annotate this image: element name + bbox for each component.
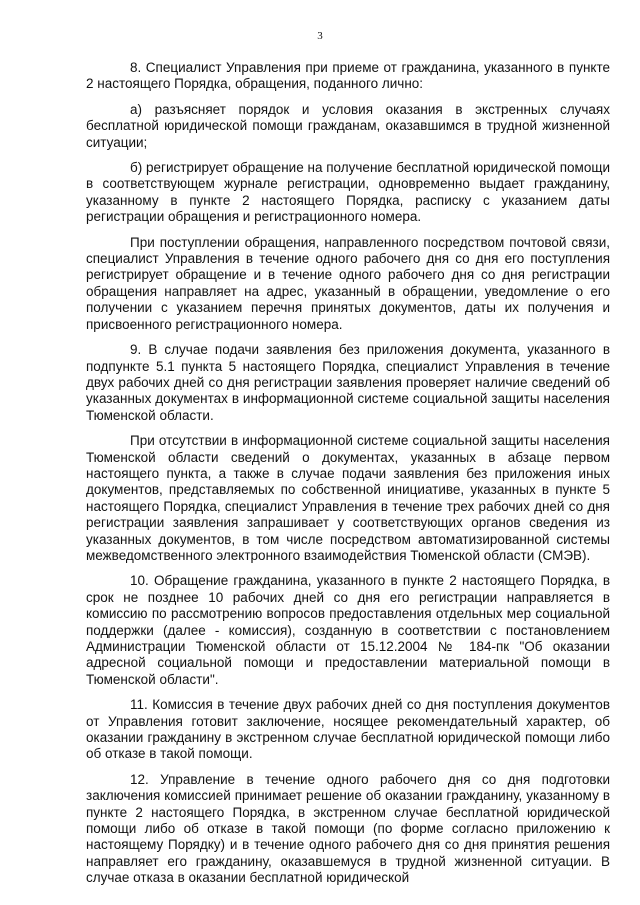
page-number: 3: [317, 30, 323, 42]
paragraph-9-absence: При отсутствии в информационной системе социальной защиты населения Тюменской области сведений о документах, указанных в абзаце первом настоящего пункта, а также в случае подачи заявления без приложения иных документов, представляемых по собственной инициативе, указанных в пункте 5 настоящего Порядка, специалист Управления в течение трех рабочих дней со дня регистрации заявления запрашивает у соответствующих органов сведения из указанных документов, в том числе посредством автоматизированной системы межведомственного электронного взаимодействия Тюменской области (СМЭВ).: [86, 433, 610, 563]
document-body: [86, 60, 610, 896]
paragraph-12: 12. Управление в течение одного рабочего дня со дня подготовки заключения комиссией принимает решение об оказании гражданину, указанному в пункте 2 настоящего Порядка, в экстренном случае бесплатной юридической помощи либо об отказе в такой помощи (по форме согласно приложению к настоящему Порядку) и в течение одного рабочего дня со дня принятия решения направляет его гражданину, оказавшемуся в трудной жизненной ситуации. В случае отказа в оказании бесплатной юридической: [86, 771, 610, 886]
paragraph-8-postal: При поступлении обращения, направленного посредством почтовой связи, специалист Управления в течение одного рабочего дня со дня его поступления регистрирует обращение и в течение одного рабочего дня со дня регистрации обращения направляет на адрес, указанный в обращении, уведомление о его получении с указанием перечня принятых документов, даты их получения и присвоенного регистрационного номера.: [86, 234, 610, 332]
paragraph-11: 11. Комиссия в течение двух рабочих дней со дня поступления документов от Управления готовит заключение, носящее рекомендательный характер, об оказании гражданину в экстренном случае бесплатной юридической помощи либо об отказе в такой помощи.: [86, 697, 610, 762]
paragraph-8b: б) регистрирует обращение на получение бесплатной юридической помощи в соответствующем журнале регистрации, одновременно выдает гражданину, указанному в пункте 2 настоящего Порядка, расписку с указанием даты регистрации обращения и регистрационного номера.: [86, 160, 610, 225]
paragraph-9: 9. В случае подачи заявления без приложения документа, указанного в подпункте 5.1 пункта 5 настоящего Порядка, специалист Управления в течение двух рабочих дней со дня регистрации заявления проверяет наличие сведений об указанных документах в информационной системе социальной защиты населения Тюменской области.: [86, 342, 610, 423]
paragraph-8: 8. Специалист Управления при приеме от гражданина, указанного в пункте 2 настоящего Порядка, обращения, поданного лично:: [86, 60, 610, 92]
paragraph-10: 10. Обращение гражданина, указанного в пункте 2 настоящего Порядка, в срок не позднее 10 рабочих дней со дня его регистрации направляется в комиссию по рассмотрению вопросов предоставления отдельных мер социальной поддержки (далее - комиссия), созданную в соответствии с постановлением Администрации Тюменской области от 15.12.2004 № 184-пк "Об оказании адресной социальной помощи и предоставлении материальной помощи в Тюменской области".: [86, 573, 610, 687]
paragraph-8a: а) разъясняет порядок и условия оказания в экстренных случаях бесплатной юридической помощи гражданам, оказавшимся в трудной жизненной ситуации;: [86, 101, 610, 150]
